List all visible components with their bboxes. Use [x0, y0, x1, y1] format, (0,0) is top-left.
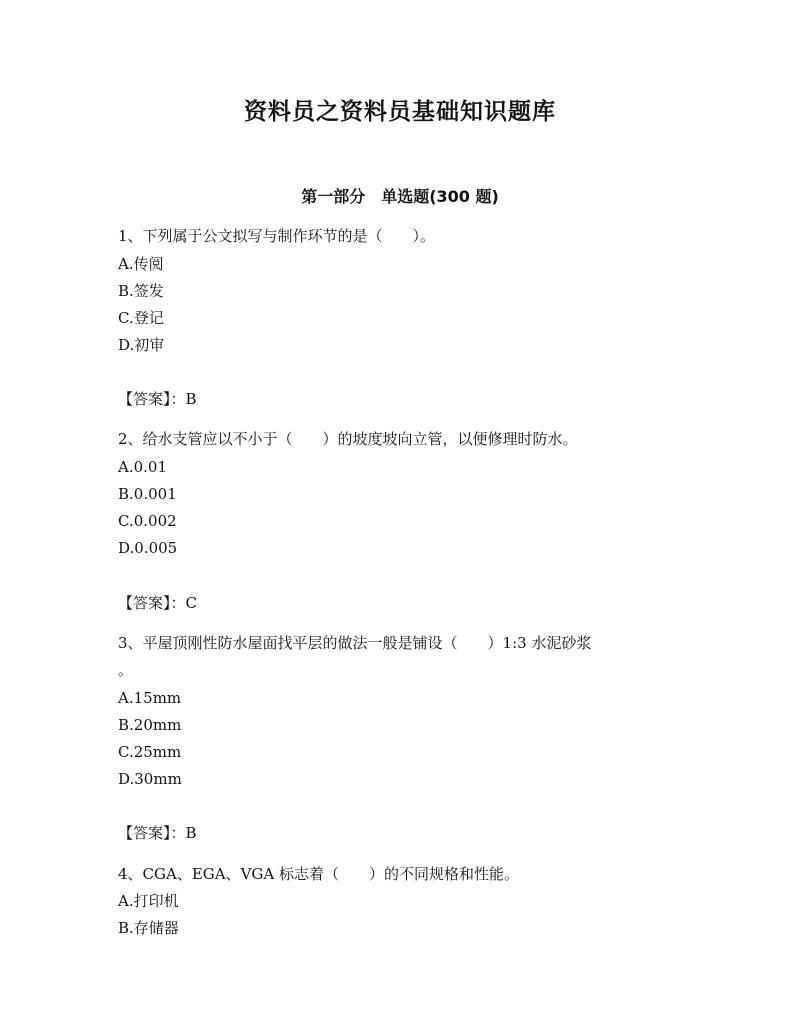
question-1-option-a: A.传阅 — [118, 255, 164, 273]
question-3-option-c: C.25mm — [118, 743, 182, 761]
question-3-answer: 【答案】：B — [118, 824, 197, 842]
question-3-option-d: D.30mm — [118, 770, 182, 788]
question-3-option-b: B.20mm — [118, 716, 182, 734]
question-2-option-b: B.0.001 — [118, 485, 177, 503]
question-4-option-b: B.存储器 — [118, 919, 179, 937]
question-1-option-b: B.签发 — [118, 282, 164, 300]
question-2-answer: 【答案】：C — [118, 594, 197, 612]
question-1-answer: 【答案】：B — [118, 390, 197, 408]
question-3-option-a: A.15mm — [118, 689, 182, 707]
document-title: 资料员之资料员基础知识题库 — [244, 99, 556, 125]
question-2-stem: 2、给水支管应以不小于（ ）的坡度坡向立管，以便修理时防水。 — [118, 430, 578, 448]
section-heading: 第一部分 单选题(300 题) — [301, 187, 499, 206]
question-4-option-a: A.打印机 — [118, 892, 179, 910]
question-2-option-d: D.0.005 — [118, 539, 178, 557]
question-3-stem-continuation: 。 — [118, 661, 134, 679]
question-1-option-c: C.登记 — [118, 309, 164, 327]
question-3-stem: 3、平屋顶刚性防水屋面找平层的做法一般是铺设（ ）1:3 水泥砂浆 — [118, 634, 592, 652]
question-4-stem: 4、CGA、EGA、VGA 标志着（ ）的不同规格和性能。 — [118, 865, 520, 883]
question-1-option-d: D.初审 — [118, 336, 165, 354]
question-2-option-a: A.0.01 — [118, 458, 167, 476]
question-2-option-c: C.0.002 — [118, 512, 177, 530]
question-1-stem: 1、下列属于公文拟写与制作环节的是（ ）。 — [118, 227, 436, 245]
